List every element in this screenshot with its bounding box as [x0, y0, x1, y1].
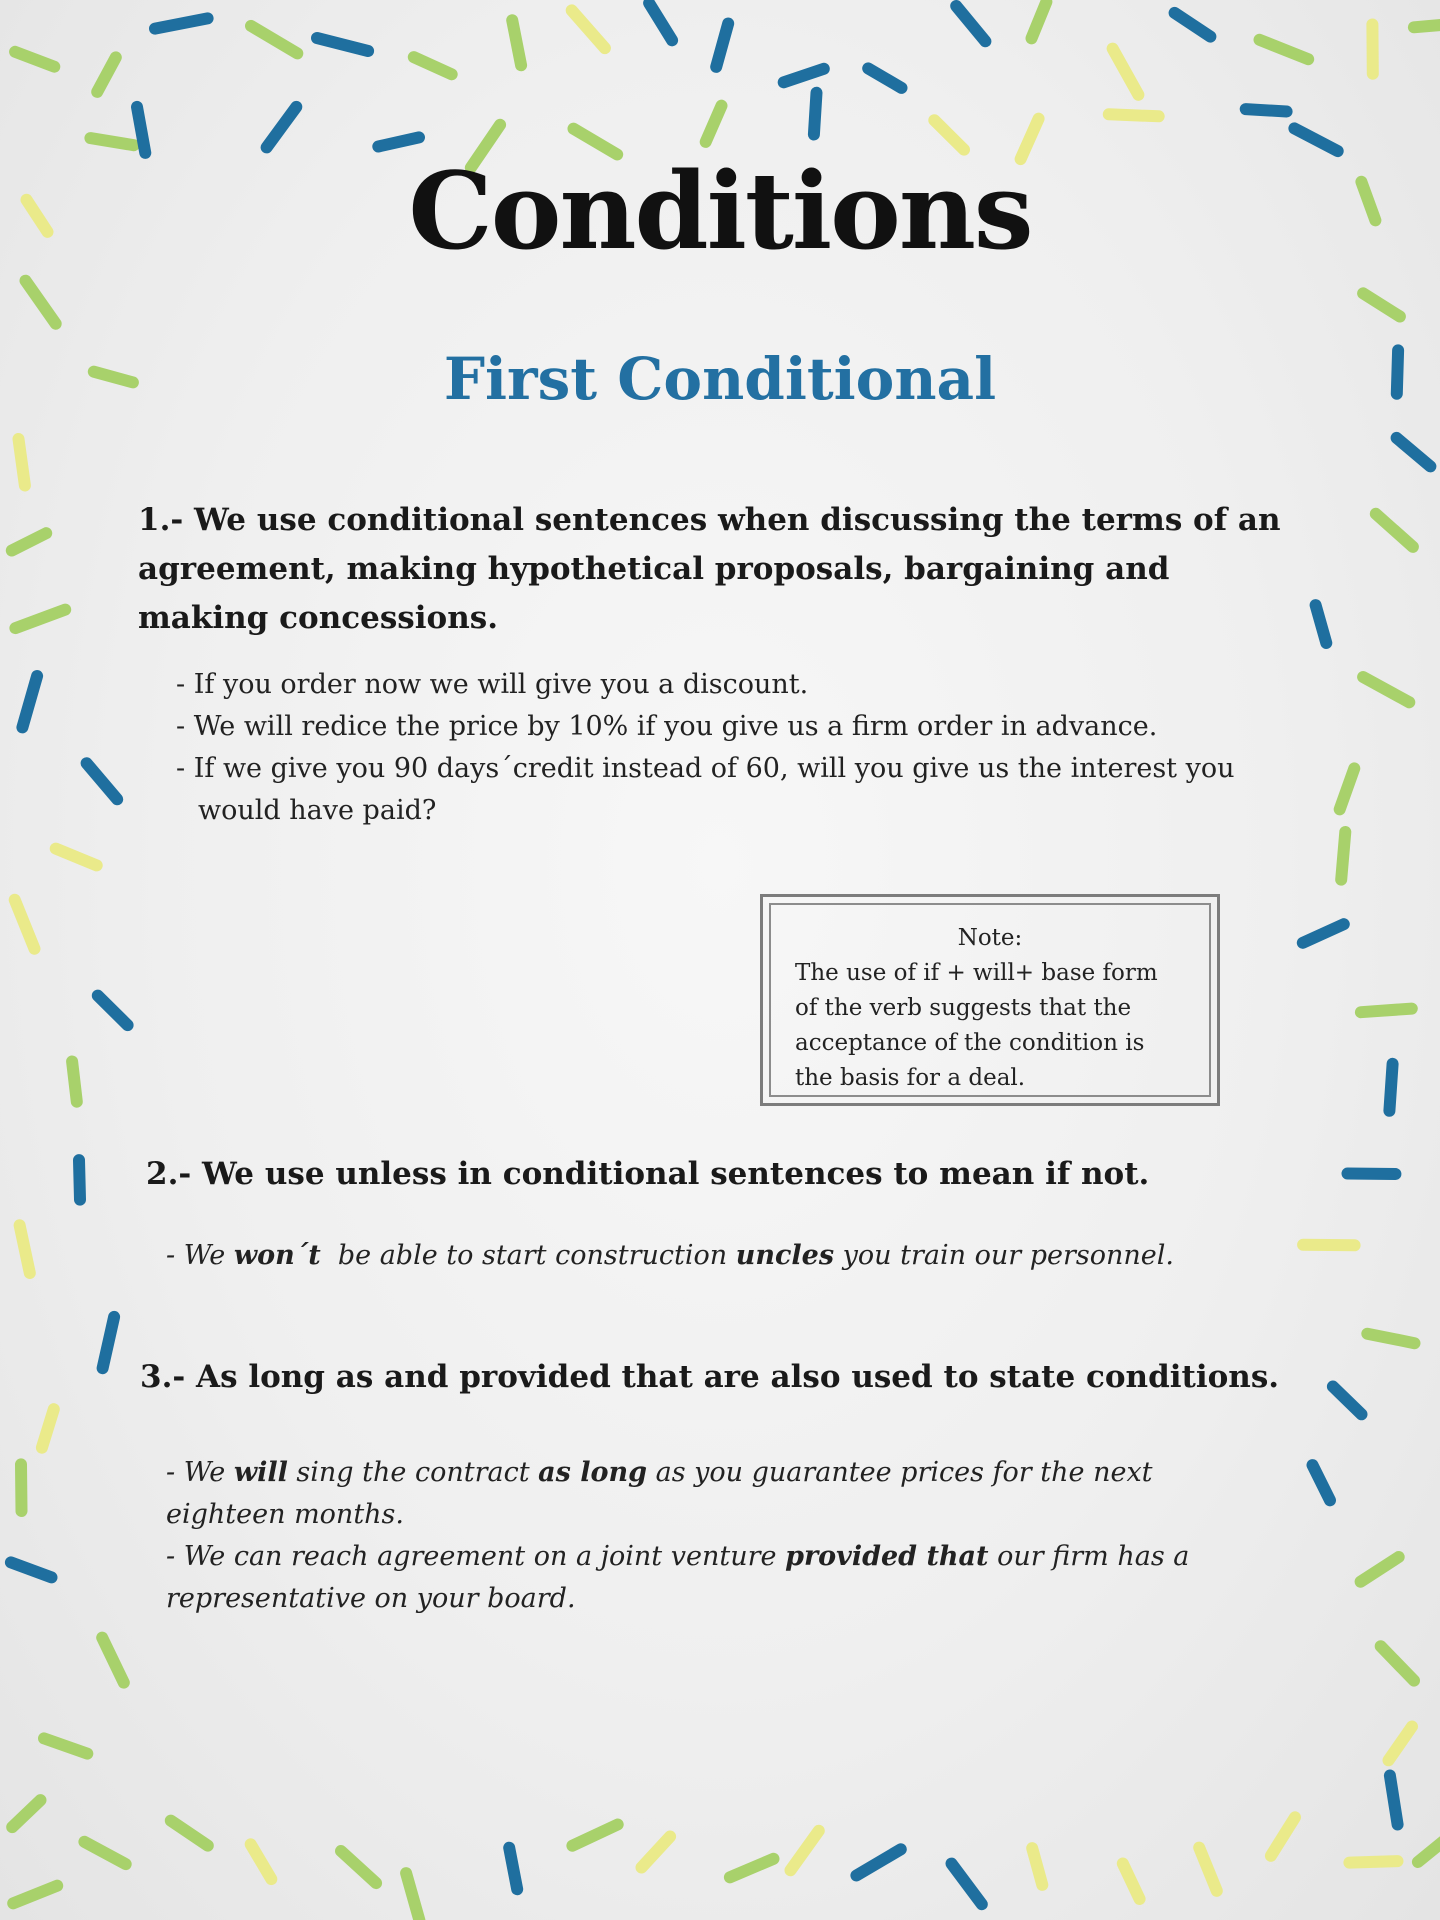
example-text: sing the contract: [287, 1457, 539, 1488]
confetti-piece: [642, 1837, 671, 1868]
confetti-piece: [378, 137, 419, 146]
example-emphasis: provided that: [785, 1541, 989, 1572]
confetti-piece: [406, 1873, 419, 1920]
confetti-piece: [21, 1464, 22, 1511]
example-text: be able to start construction: [320, 1240, 736, 1271]
confetti-piece: [12, 1800, 40, 1827]
confetti-piece: [13, 1886, 57, 1904]
example-text: as you guarantee prices for the next eighteen months.: [166, 1457, 1153, 1530]
list-item: - If you order now we will give you a discount.: [176, 669, 809, 700]
confetti-piece: [1397, 438, 1431, 467]
confetti-piece: [44, 1738, 87, 1753]
confetti-piece: [572, 10, 605, 48]
confetti-piece: [341, 1851, 376, 1883]
confetti-piece: [1113, 49, 1139, 95]
confetti-piece: [155, 18, 208, 28]
section-3-heading: 3.- As long as and provided that are also used to state conditions.: [140, 1359, 1280, 1395]
list-item: [166, 1452, 1206, 1536]
confetti-piece: [98, 996, 128, 1026]
note-title: Note:: [957, 925, 1023, 951]
confetti-piece: [1418, 1833, 1440, 1862]
confetti-piece: [1341, 832, 1345, 880]
note-box: [760, 894, 1220, 1106]
confetti-piece: [1340, 768, 1355, 809]
confetti-piece: [1361, 1557, 1399, 1582]
confetti-piece: [1389, 1064, 1392, 1111]
confetti-piece: [11, 1562, 52, 1577]
confetti-piece: [171, 1821, 208, 1846]
confetti-piece: [1367, 1334, 1414, 1344]
confetti-piece: [414, 57, 452, 74]
confetti-piece: [1361, 1009, 1412, 1013]
confetti-piece: [1260, 40, 1309, 59]
confetti-piece: [1123, 1864, 1140, 1900]
confetti-piece: [1390, 1776, 1398, 1825]
list-item: - If we give you 90 days´credit instead of 60, will you give us the interest you would have paid?: [176, 753, 1235, 826]
list-item: [166, 1536, 1206, 1620]
example-text: - We: [166, 1457, 234, 1488]
page-subtitle: First Conditional: [443, 345, 997, 413]
confetti-piece: [956, 6, 985, 41]
page-title: Conditions: [408, 148, 1032, 273]
example-text: - We can reach agreement on a joint venture: [166, 1541, 786, 1572]
confetti-piece: [868, 68, 901, 88]
confetti-piece: [1381, 1646, 1414, 1680]
confetti-piece: [1032, 1848, 1042, 1885]
section-3-examples: [166, 1452, 1206, 1620]
confetti-piece: [1363, 677, 1409, 702]
confetti-piece: [137, 107, 145, 153]
confetti-piece: [15, 610, 65, 629]
confetti-piece: [649, 3, 672, 40]
confetti-piece: [103, 1317, 115, 1368]
confetti-piece: [1303, 924, 1344, 943]
confetti-piece: [79, 1160, 80, 1200]
confetti-piece: [267, 107, 297, 147]
confetti-piece: [42, 1409, 54, 1448]
confetti-piece: [97, 57, 116, 92]
confetti-piece: [26, 281, 56, 324]
confetti-piece: [251, 1844, 272, 1879]
confetti-piece: [72, 1062, 77, 1102]
confetti-piece: [87, 763, 118, 799]
confetti-piece: [56, 849, 97, 866]
section-1-heading: 1.- We use conditional sentences when discussing the terms of an agreement, making hypothetical proposals, bargaining and making concessions.: [138, 502, 1281, 636]
confetti-piece: [19, 439, 25, 486]
confetti-piece: [952, 1864, 982, 1905]
confetti-piece: [15, 52, 54, 67]
confetti-piece: [784, 69, 824, 83]
confetti-piece: [730, 1859, 774, 1878]
confetti-piece: [1199, 1848, 1217, 1891]
confetti-piece: [1316, 605, 1327, 643]
example-emphasis: uncles: [735, 1240, 835, 1271]
confetti-piece: [856, 1849, 900, 1875]
list-item: - We will redice the price by 10% if you give us a firm order in advance.: [176, 711, 1158, 742]
example-text: - We: [166, 1240, 234, 1271]
confetti-piece: [1376, 514, 1413, 547]
example-emphasis: will: [233, 1457, 288, 1488]
confetti-piece: [15, 900, 35, 949]
confetti-piece: [716, 24, 728, 67]
confetti-piece: [317, 38, 368, 51]
confetti-piece: [512, 20, 521, 65]
confetti-piece: [934, 120, 964, 149]
confetti-piece: [1348, 1174, 1396, 1175]
confetti-piece: [1303, 1245, 1355, 1246]
example-emphasis: won´t: [233, 1240, 321, 1271]
confetti-piece: [90, 138, 133, 145]
confetti-piece: [1389, 1727, 1413, 1761]
confetti-piece: [572, 1825, 617, 1846]
confetti-piece: [814, 93, 817, 135]
confetti-piece: [1349, 1861, 1397, 1863]
confetti-piece: [1414, 23, 1440, 27]
confetti-piece: [509, 1848, 517, 1890]
confetti-piece: [251, 26, 297, 54]
confetti-piece: [791, 1831, 819, 1871]
confetti-piece: [1109, 114, 1159, 116]
confetti-piece: [1313, 1465, 1331, 1500]
confetti-piece: [84, 1842, 125, 1864]
confetti-piece: [1271, 1817, 1295, 1856]
confetti-piece: [20, 1225, 30, 1273]
confetti-piece: [1032, 2, 1047, 39]
confetti-piece: [1363, 293, 1400, 316]
example-emphasis: as long: [538, 1457, 648, 1488]
confetti-piece: [22, 676, 37, 727]
section-1-examples: [176, 664, 1266, 832]
confetti-piece: [1175, 13, 1211, 37]
example-text: you train our personnel.: [834, 1240, 1174, 1271]
confetti-piece: [12, 533, 46, 550]
confetti-piece: [1246, 109, 1287, 111]
list-item: [166, 1235, 1296, 1277]
example-text: our firm has a representative on your board.: [166, 1541, 1190, 1614]
confetti-piece: [706, 106, 722, 142]
note-body: The use of if + will+ base form of the verb suggests that the acceptance of the condition is the basis for a deal.: [795, 960, 1158, 1091]
section-2-heading: 2.- We use unless in conditional sentences to mean if not.: [146, 1156, 1150, 1192]
confetti-piece: [102, 1638, 124, 1683]
section-2-examples: [166, 1235, 1296, 1277]
